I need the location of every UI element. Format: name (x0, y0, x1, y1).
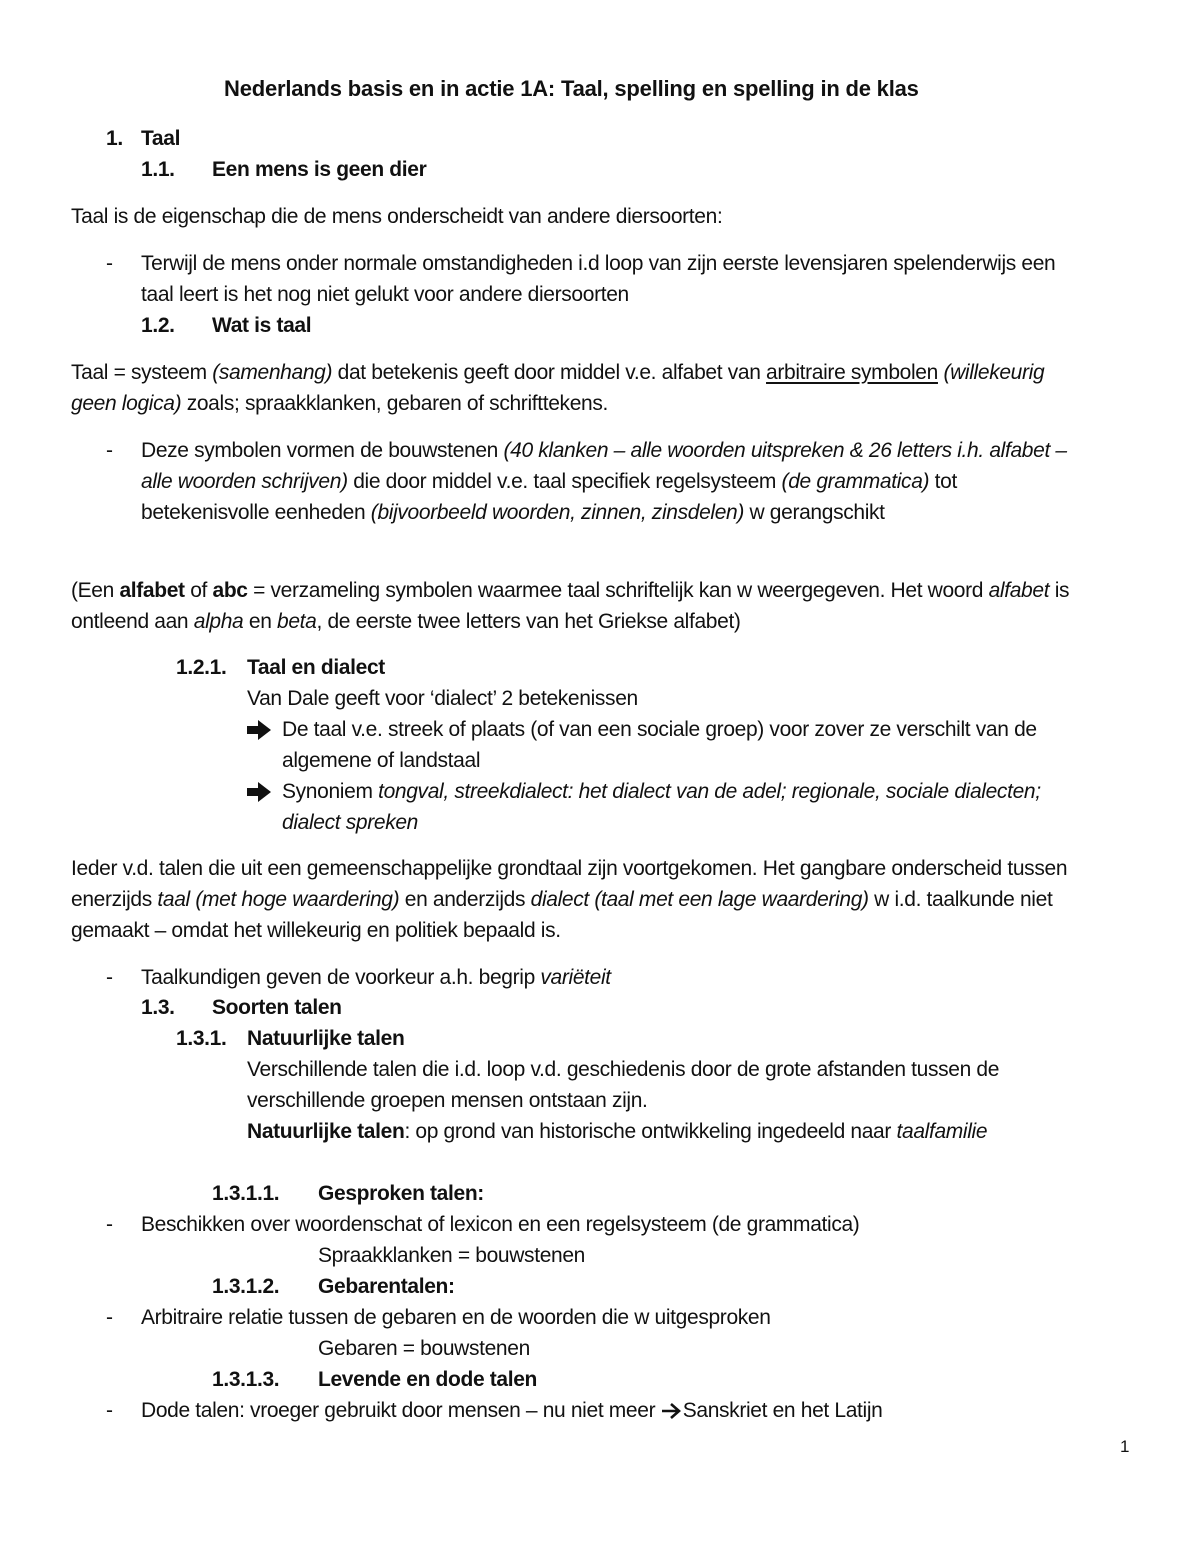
bullet-dash: - (106, 439, 113, 462)
paragraph-line (71, 578, 1069, 604)
paragraph: Spraakklanken = bouwstenen (318, 1244, 586, 1267)
text-italic: (de grammatica) (781, 470, 930, 493)
text-italic: (willekeurig (943, 361, 1045, 384)
paragraph: Taal is de eigenschap die de mens onderscheidt van andere diersoorten: (71, 205, 723, 228)
paragraph-line: gemaakt – omdat het willekeurig en politiek bepaald is. (71, 919, 561, 942)
bullet-text (141, 469, 957, 495)
text: tot (929, 470, 957, 493)
text: Taal = systeem (71, 361, 213, 384)
text-italic: (40 klanken – alle woorden uitspreken & 26 letters i.h. alfabet – (503, 439, 1067, 462)
text: en anderzijds (399, 888, 531, 911)
subsection-heading: Gesproken talen: (318, 1182, 484, 1205)
arrow-item-text (282, 810, 418, 836)
text: Deze symbolen vormen de bouwstenen (141, 439, 504, 462)
arrow-item-text (282, 779, 1041, 805)
paragraph-line: verschillende groepen mensen ontstaan zijn. (247, 1089, 648, 1112)
subsection-heading: Natuurlijke talen (247, 1027, 405, 1050)
subsection-number: 1.3.1.3. (212, 1368, 280, 1391)
text-italic: variëteit (540, 966, 611, 989)
arrow-right-icon (246, 719, 272, 741)
text-italic: taalfamilie (896, 1120, 988, 1143)
paragraph: Gebaren = bouwstenen (318, 1337, 530, 1360)
subsection-heading: Levende en dode talen (318, 1368, 538, 1391)
text-bold: Natuurlijke talen (247, 1120, 405, 1143)
subsection-number: 1.3.1. (176, 1027, 227, 1050)
text: ontleend aan (71, 610, 194, 633)
text: die door middel v.e. taal specifiek regelsysteem (347, 470, 782, 493)
text-italic: alpha (193, 610, 244, 633)
text: Synoniem (282, 780, 379, 803)
text: (Een (71, 579, 120, 602)
text: dat betekenis geeft door middel v.e. alfabet van (332, 361, 767, 384)
document-title: Nederlands basis en in actie 1A: Taal, spelling en spelling in de klas (224, 76, 919, 101)
paragraph-line (71, 609, 741, 635)
paragraph-line (71, 887, 1052, 913)
text-italic: beta (277, 610, 317, 633)
bullet-text: Terwijl de mens onder normale omstandigheden i.d loop van zijn eerste levensjaren spelenderwijs een (141, 252, 1056, 275)
section-number: 1. (106, 127, 123, 150)
text: en (243, 610, 278, 633)
bullet-text: Arbitraire relatie tussen de gebaren en de woorden die w uitgesproken (141, 1306, 771, 1329)
subsection-heading: Soorten talen (212, 996, 342, 1019)
bullet-dash: - (106, 966, 113, 989)
page-number: 1 (1120, 1437, 1130, 1456)
subsection-heading: Een mens is geen dier (212, 158, 427, 181)
subsection-heading: Taal en dialect (247, 656, 385, 679)
text: zoals; spraakklanken, gebaren of schrifttekens. (181, 392, 608, 415)
text: w i.d. taalkunde niet (868, 888, 1053, 911)
text: Dode talen: vroeger gebruikt door mensen – nu niet meer (141, 1399, 661, 1422)
text-italic: taal (met hoge waardering) (157, 888, 400, 911)
bullet-text (141, 1398, 882, 1427)
paragraph-line: Ieder v.d. talen die uit een gemeenschappelijke grondtaal zijn voortgekomen. Het gangbare onderscheid tussen (71, 857, 1068, 880)
text: Taalkundigen geven de voorkeur a.h. begrip (141, 966, 541, 989)
text: enerzijds (71, 888, 158, 911)
bullet-dash: - (106, 1399, 113, 1422)
bullet-dash: - (106, 1306, 113, 1329)
text: of (184, 579, 213, 602)
paragraph-line (71, 360, 1044, 386)
text: w gerangschikt (744, 501, 885, 524)
bullet-dash: - (106, 1213, 113, 1236)
text-underlined: arbitraire symbolen (766, 361, 938, 384)
subsection-number: 1.1. (141, 158, 175, 181)
text-italic: alfabet (988, 579, 1050, 602)
text: Sanskriet en het Latijn (682, 1399, 883, 1422)
bullet-text (141, 965, 611, 991)
text-italic: dialect spreken (282, 811, 418, 834)
text-italic: (bijvoorbeeld woorden, zinnen, zinsdelen) (370, 501, 745, 524)
text: , de eerste twee letters van het Griekse alfabet) (316, 610, 741, 633)
subsection-number: 1.3. (141, 996, 175, 1019)
subsection-number: 1.2.1. (176, 656, 227, 679)
text: is (1049, 579, 1070, 602)
paragraph-line (71, 391, 608, 417)
text-bold: alfabet (119, 579, 185, 602)
paragraph-line (247, 1119, 987, 1145)
arrow-item-text: De taal v.e. streek of plaats (of van een sociale groep) voor zover ze verschilt van de (282, 718, 1037, 741)
subsection-number: 1.2. (141, 314, 175, 337)
arrow-right-icon (246, 781, 272, 803)
text-italic: (samenhang) (212, 361, 333, 384)
bullet-text (141, 438, 1067, 464)
bullet-text (141, 500, 885, 526)
text-italic: alle woorden schrijven) (141, 470, 348, 493)
text-italic: tongval, streekdialect: het dialect van de adel; regionale, sociale dialecten; (378, 780, 1041, 803)
bullet-text: Beschikken over woordenschat of lexicon en een regelsysteem (de grammatica) (141, 1213, 860, 1236)
bullet-dash: - (106, 252, 113, 275)
text: betekenisvolle eenheden (141, 501, 371, 524)
paragraph-line: Verschillende talen die i.d. loop v.d. geschiedenis door de grote afstanden tussen de (247, 1058, 1000, 1081)
bullet-text: taal leert is het nog niet gelukt voor andere diersoorten (141, 283, 629, 306)
subsection-heading: Gebarentalen: (318, 1275, 455, 1298)
arrow-item-text: algemene of landstaal (282, 749, 481, 772)
text: : op grond van historische ontwikkeling ingedeeld naar (404, 1120, 897, 1143)
subsection-number: 1.3.1.2. (212, 1275, 280, 1298)
section-heading: Taal (141, 127, 181, 150)
text-italic: dialect (taal met een lage waardering) (530, 888, 869, 911)
text-bold: abc (212, 579, 248, 602)
subsection-number: 1.3.1.1. (212, 1182, 280, 1205)
paragraph: Van Dale geeft voor ‘dialect’ 2 betekenissen (247, 687, 638, 710)
text-italic: geen logica) (71, 392, 182, 415)
subsection-heading: Wat is taal (212, 314, 312, 337)
arrow-right-icon (661, 1401, 683, 1427)
text: = verzameling symbolen waarmee taal schriftelijk kan w weergegeven. Het woord (247, 579, 989, 602)
